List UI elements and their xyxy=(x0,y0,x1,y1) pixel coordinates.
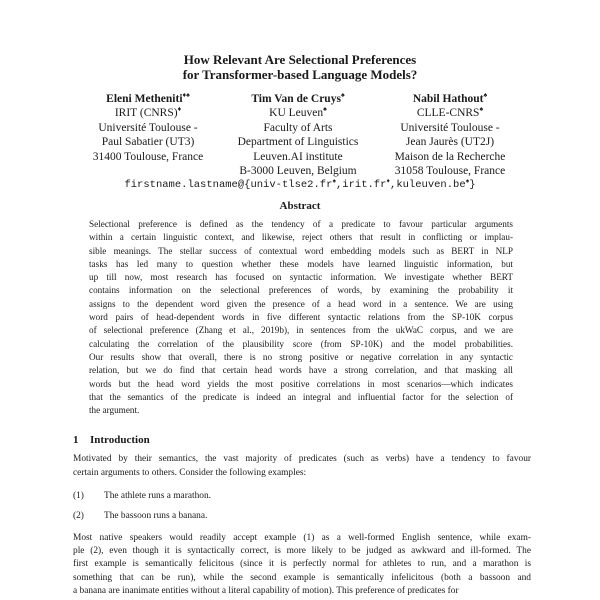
emails-mid-2: ,kuleuven.be xyxy=(390,179,466,191)
text-line: Selectional preference is defined as the tendency of a predicate to favour particular arguments xyxy=(89,219,513,229)
body-paragraph xyxy=(73,532,531,598)
text-line: of selectional preference (Zhang et al., 2019b), in sentences from the ukWaC corpus, and we are xyxy=(89,325,513,336)
affiliation-line xyxy=(228,135,368,149)
affiliation-text: B-3000 Leuven, Belgium xyxy=(239,165,357,178)
section-heading-introduction xyxy=(73,433,150,447)
author-name: Tim Van de Cruys xyxy=(251,93,341,105)
affiliation-mark: ♦ xyxy=(177,105,182,114)
paper-title-line-1: How Relevant Are Selectional Preferences xyxy=(183,52,417,67)
example-sentence-1 xyxy=(73,490,211,503)
text-line: Our results show that overall, there is no strong positive or negative correlation in any syntactic xyxy=(89,351,513,362)
text-line: up till now, most research has focused on syntactic information. We investigate whether BERT xyxy=(89,272,513,283)
affiliation-line xyxy=(380,135,520,149)
author-emails xyxy=(0,179,600,192)
text-line: that the semantics of the predicate is indeed an integral and influential factor for the selection of xyxy=(89,391,513,402)
author-block-2 xyxy=(228,92,368,178)
affiliation-text: CLLE-CNRS xyxy=(416,107,480,120)
affiliation-text: Leuven.AI institute xyxy=(253,150,343,163)
affiliation-text: IRIT (CNRS) xyxy=(114,107,178,120)
text-line: word pairs of head-dependent words in five different syntactic relations from the SP-10K corpus xyxy=(89,312,513,323)
emails-mark-1: ♠ xyxy=(332,177,336,185)
affiliation-text: Department of Linguistics xyxy=(237,136,359,149)
affiliation-text: Maison de la Recherche xyxy=(394,150,506,163)
text-line: within a certain linguistic context, and likewise, reject others that result in conflicting or implau- xyxy=(89,232,513,243)
author-name: Eleni Metheniti xyxy=(106,93,183,105)
affiliation-line xyxy=(228,164,368,178)
affiliation-line xyxy=(78,121,218,135)
affiliation-line xyxy=(228,121,368,135)
text-line: contains information on the selectional preferences of words, by examining the probability it xyxy=(89,285,513,296)
author-name-line xyxy=(228,92,368,106)
text-line: tasks has led many to question whether these models have learned linguistic information, but xyxy=(89,258,513,269)
text-line: a banana are inanimate entities without a literal capability of motion). This preference of predicates for xyxy=(73,585,459,596)
section-title: Introduction xyxy=(90,434,150,446)
affiliation-text: Jean Jaurès (UT2J) xyxy=(405,136,495,149)
affiliation-line xyxy=(380,106,520,120)
emails-prefix: firstname.lastname@{univ-tlse2.fr xyxy=(124,179,333,191)
text-line: the argument. xyxy=(89,405,140,416)
affiliation-line xyxy=(228,150,368,164)
example-sentence-2 xyxy=(73,510,207,523)
example-text: The bassoon runs a banana. xyxy=(104,511,208,521)
paper-title-line-2: for Transformer-based Language Models? xyxy=(182,67,418,82)
affiliation-line xyxy=(78,106,218,120)
affiliation-text: Paul Sabatier (UT3) xyxy=(101,136,195,149)
abstract-text xyxy=(89,218,513,417)
author-marks: ♠ xyxy=(483,91,488,100)
author-name-line xyxy=(380,92,520,106)
text-line: Motivated by their semantics, the vast majority of predicates (such as verbs) have a tendency to favour xyxy=(73,454,531,464)
text-line: words but the head word yields the most positive correlations in most scenarios—which indicates xyxy=(89,378,513,389)
author-name-line xyxy=(78,92,218,106)
emails-mark-2: ♦ xyxy=(386,177,391,185)
text-line: ple (2), even though it is syntactically correct, is more likely to be judged as awkward and ill-formed. The xyxy=(73,546,531,557)
affiliation-mark: ♠ xyxy=(323,105,327,114)
text-line: calculating the correlation of the plausibility score (from SP-10K) and the model probabilities. xyxy=(89,338,513,349)
emails-mark-3: ♠ xyxy=(465,177,470,185)
abstract-heading: Abstract xyxy=(279,200,321,212)
affiliation-text: 31058 Toulouse, France xyxy=(394,165,506,178)
introduction-paragraph xyxy=(73,453,531,480)
author-name: Nabil Hathout xyxy=(412,93,484,105)
affiliation-text: Université Toulouse - xyxy=(98,121,198,134)
affiliation-line xyxy=(380,164,520,178)
emails-mid-1: ,irit.fr xyxy=(335,179,387,191)
affiliation-line xyxy=(228,106,368,120)
author-marks: ♠ xyxy=(340,91,345,100)
affiliation-line xyxy=(78,150,218,164)
example-number: (1) xyxy=(73,491,84,501)
example-text: The athlete runs a marathon. xyxy=(104,491,211,501)
text-line: assigns to the dependent word given the presence of a head word in a sentence. We are using xyxy=(89,298,513,309)
author-marks: ♦♠ xyxy=(182,91,190,100)
emails-suffix: } xyxy=(469,179,476,191)
text-line: Most native speakers would readily accept example (1) as a well-formed English sentence, while exam- xyxy=(73,533,531,543)
affiliation-line xyxy=(380,150,520,164)
author-block-1 xyxy=(78,92,218,164)
affiliation-text: KU Leuven xyxy=(269,107,324,120)
text-line: relation, but we do find that certain head words have a strong correlation, and that masking all xyxy=(89,365,513,376)
text-line: sible meanings. The stellar success of contextual word embedding models such as BERT in NLP xyxy=(89,245,513,256)
section-number: 1 xyxy=(73,434,79,446)
example-number: (2) xyxy=(73,511,84,521)
affiliation-mark: ♠ xyxy=(479,105,484,114)
text-line: something that can be run), while the second example is semantically infelicitous (both a bassoon and xyxy=(73,572,531,583)
affiliation-line xyxy=(380,121,520,135)
affiliation-line xyxy=(78,135,218,149)
text-line: certain arguments to others. Consider the following examples: xyxy=(73,467,307,478)
affiliation-text: Université Toulouse - xyxy=(400,121,500,134)
affiliation-text: 31400 Toulouse, France xyxy=(92,150,204,163)
author-block-3 xyxy=(380,92,520,178)
affiliation-text: Faculty of Arts xyxy=(263,121,333,134)
text-line: first example is semantically felicitous (since it is perfectly normal for athletes to run, and a marathon is xyxy=(73,559,531,570)
